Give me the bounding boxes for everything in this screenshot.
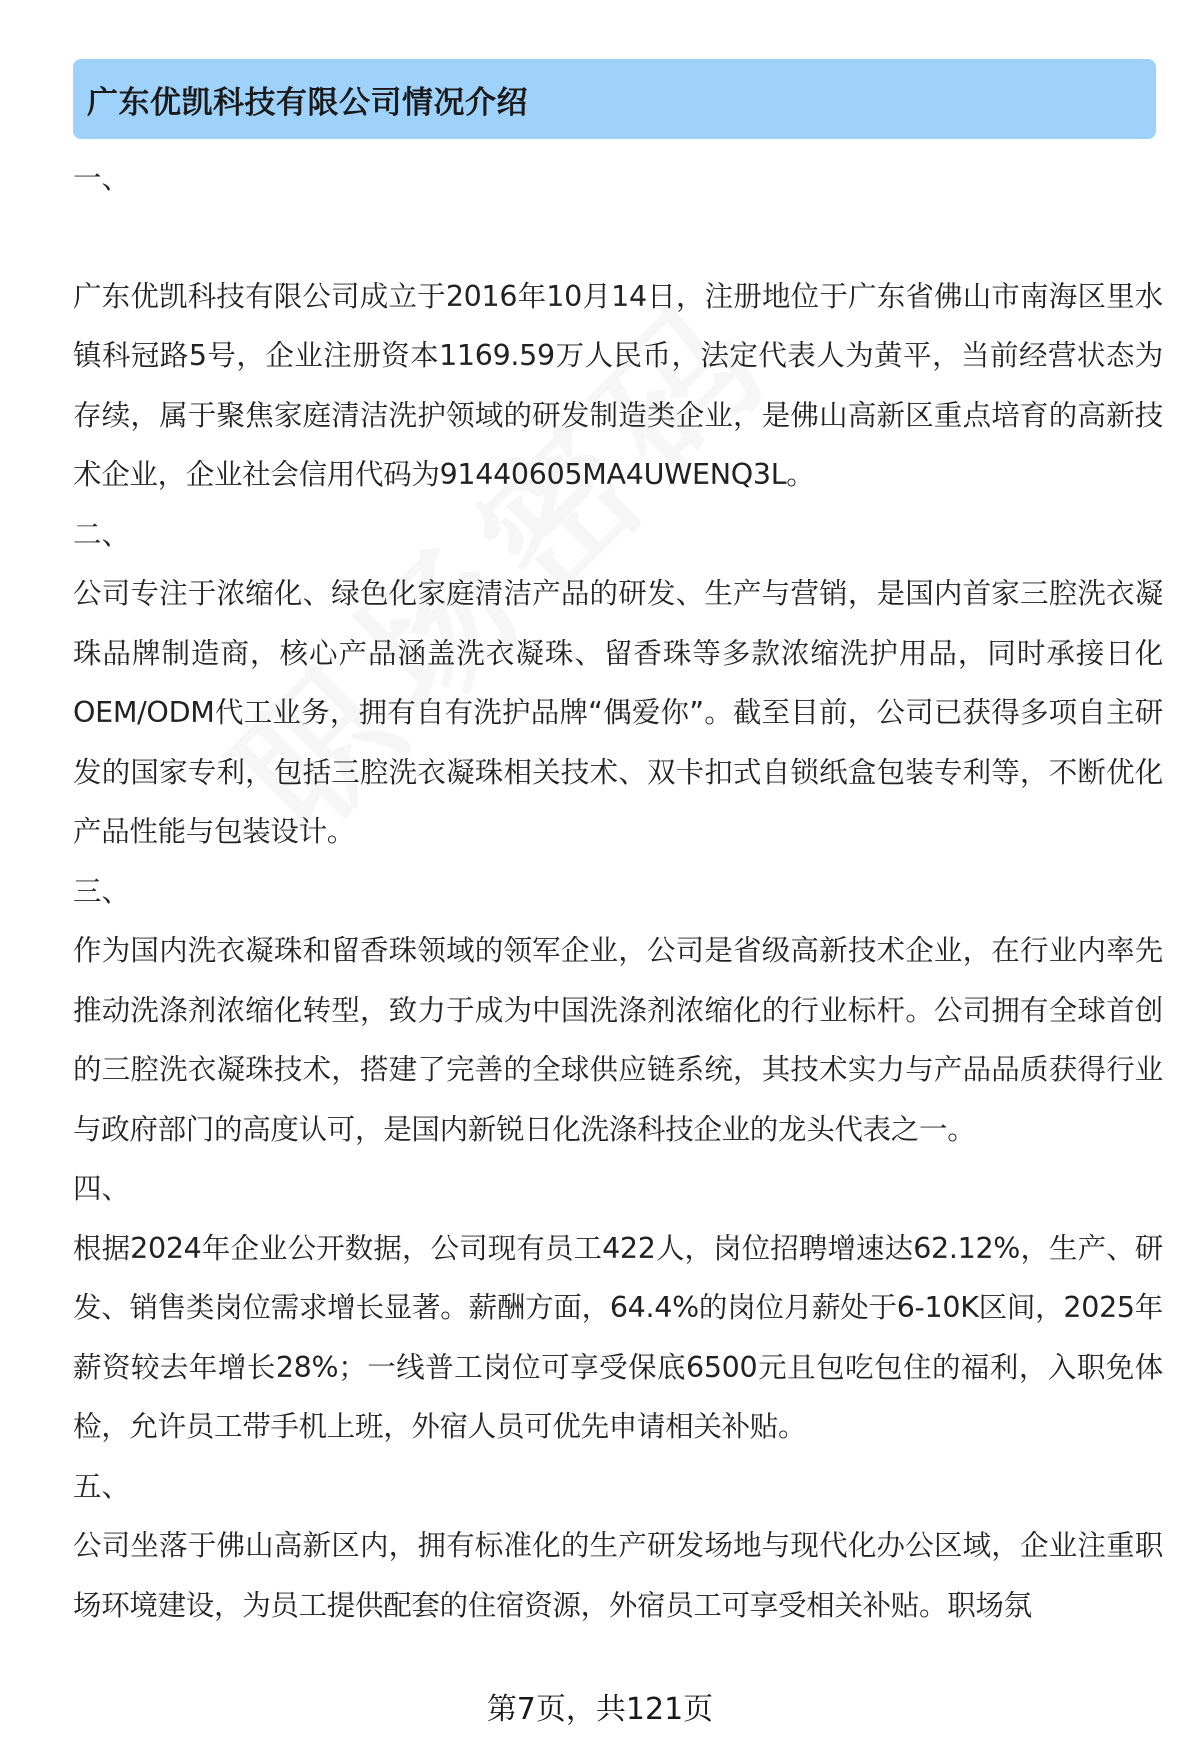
document-title: 广东优凯科技有限公司情况介绍 — [87, 84, 528, 121]
section-heading-4: 四、 — [73, 1172, 131, 1205]
section-paragraph-3: 作为国内洗衣凝珠和留香珠领域的领军企业，公司是省级高新技术企业，在行业内率先推动洗涤剂浓缩化转型，致力于成为中国洗涤剂浓缩化的行业标杆。公司拥有全球首创的三腔洗衣凝珠技术，搭建了完善的全球供应链系统，其技术实力与产品品质获得行业与政府部门的高度认可，是国内新锐日化洗涤科技企业的龙头代表之一。 — [73, 934, 1163, 1146]
section-heading-5: 五、 — [73, 1469, 131, 1503]
page-number: 第7页，共121页 — [0, 1690, 1200, 1730]
section-heading-3: 三、 — [73, 874, 131, 908]
section-heading-1: 一、 — [73, 162, 131, 195]
title-banner — [73, 59, 1156, 139]
section-paragraph-2: 公司专注于浓缩化、绿色化家庭清洁产品的研发、生产与营销，是国内首家三腔洗衣凝珠品牌制造商，核心产品涵盖洗衣凝珠、留香珠等多款浓缩洗护用品，同时承接日化OEM/ODM代工业务，拥有自有洗护品牌“偶爱你”。截至目前，公司已获得多项自主研发的国家专利，包括三腔洗衣凝珠相关技术、双卡扣式自锁纸盒包装专利等，不断优化产品性能与包装设计。 — [73, 577, 1163, 848]
section-paragraph-5: 公司坐落于佛山高新区内，拥有标准化的生产研发场地与现代化办公区域，企业注重职场环境建设，为员工提供配套的住宿资源，外宿员工可享受相关补贴。职场氛 — [73, 1529, 1163, 1622]
section-paragraph-1: 广东优凯科技有限公司成立于2016年10月14日，注册地位于广东省佛山市南海区里水镇科冠路5号，企业注册资本1169.59万人民币，法定代表人为黄平，当前经营状态为存续，属于聚焦家庭清洁洗护领域的研发制造类企业，是佛山高新区重点培育的高新技术企业，企业社会信用代码为91440605MA4UWENQ3L。 — [73, 279, 1163, 491]
section-heading-2: 二、 — [73, 517, 131, 551]
section-paragraph-4: 根据2024年企业公开数据，公司现有员工422人，岗位招聘增速达62.12%，生产、研发、销售类岗位需求增长显著。薪酬方面，64.4%的岗位月薪处于6-10K区间，2025年薪资较去年增长28%；一线普工岗位可享受保底6500元且包吃包住的福利，入职免体检，允许员工带手机上班，外宿人员可优先申请相关补贴。 — [73, 1231, 1163, 1443]
document-body — [73, 143, 1163, 1635]
